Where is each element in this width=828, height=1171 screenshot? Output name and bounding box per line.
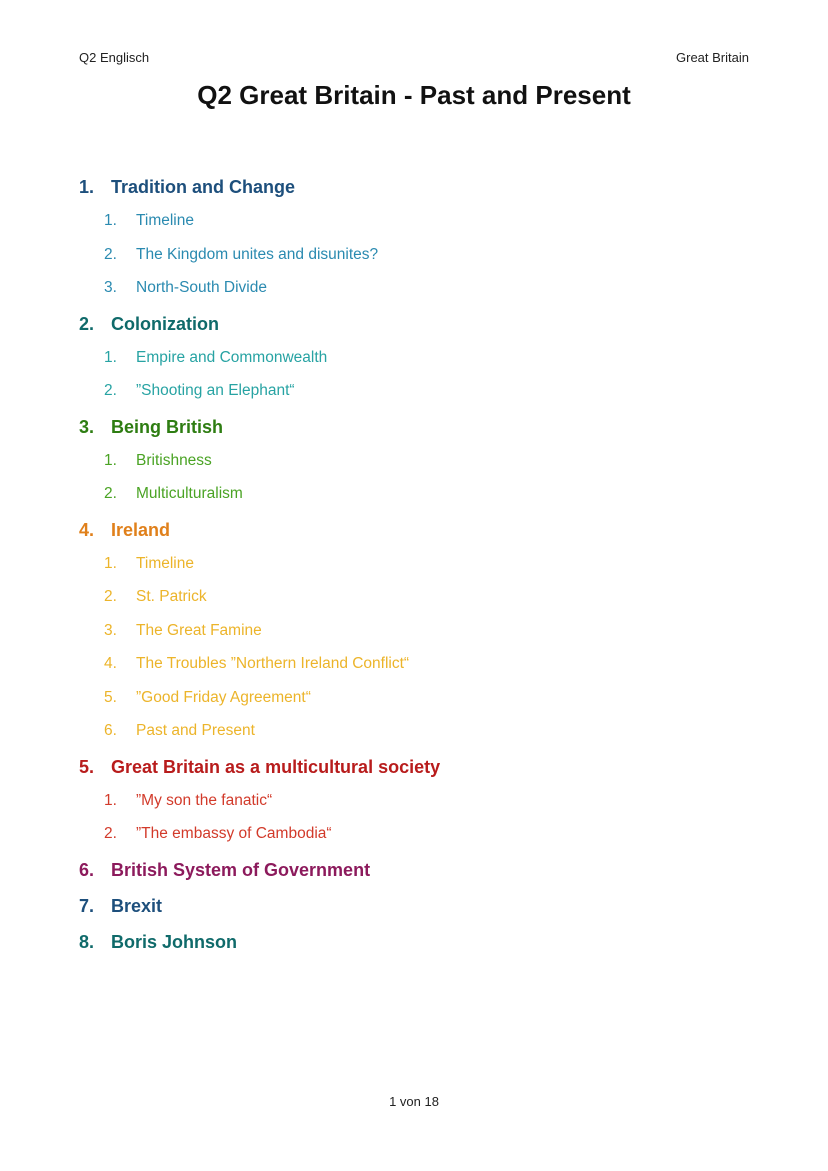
toc-subitem[interactable] xyxy=(104,210,749,244)
section-number: 8. xyxy=(79,931,95,952)
section-title: Brexit xyxy=(111,895,163,916)
subitem-title: St. Patrick xyxy=(136,588,207,605)
subitem-number: 1. xyxy=(104,348,117,366)
subitem-title: Multiculturalism xyxy=(136,485,243,502)
toc-subitem[interactable] xyxy=(104,620,749,654)
toc-section-heading[interactable] xyxy=(79,857,749,893)
toc-subitems xyxy=(104,210,749,311)
toc-section xyxy=(79,517,749,754)
toc-subitem[interactable] xyxy=(104,380,749,414)
toc-section xyxy=(79,929,749,965)
subitem-title: The Troubles ”Northern Ireland Conflict“ xyxy=(136,655,410,672)
toc-subitem[interactable] xyxy=(104,347,749,381)
toc-subitem[interactable] xyxy=(104,790,749,824)
section-number: 2. xyxy=(79,313,95,334)
toc-section-heading[interactable] xyxy=(79,929,749,965)
section-title: Being British xyxy=(111,416,224,437)
subitem-number: 1. xyxy=(104,554,117,572)
subitem-number: 3. xyxy=(104,279,117,296)
subitem-title: Empire and Commonwealth xyxy=(136,348,328,366)
toc-subitem[interactable] xyxy=(104,586,749,620)
toc-section xyxy=(79,754,749,857)
toc-subitems xyxy=(104,347,749,414)
toc-section-heading[interactable] xyxy=(79,414,749,450)
subitem-title: ”The embassy of Cambodia“ xyxy=(136,825,332,842)
toc-section-heading[interactable] xyxy=(79,174,749,210)
page-title: Q2 Great Britain - Past and Present xyxy=(197,80,631,110)
toc-subitem[interactable] xyxy=(104,277,749,311)
toc-subitem[interactable] xyxy=(104,687,749,721)
subitem-number: 1. xyxy=(104,791,117,809)
subitem-title: The Great Famine xyxy=(136,621,262,639)
toc-subitems xyxy=(104,790,749,857)
section-number: 7. xyxy=(79,895,95,916)
subitem-number: 5. xyxy=(104,688,117,706)
toc-subitems xyxy=(104,450,749,517)
subitem-number: 3. xyxy=(104,621,117,639)
section-title: Colonization xyxy=(111,313,219,334)
toc-subitem[interactable] xyxy=(104,244,749,278)
subitem-number: 1. xyxy=(104,451,117,469)
subitem-number: 4. xyxy=(104,655,117,672)
toc-section-heading[interactable] xyxy=(79,311,749,347)
table-of-contents xyxy=(79,174,749,965)
subitem-number: 2. xyxy=(104,245,117,263)
subitem-number: 2. xyxy=(104,825,117,842)
section-number: 4. xyxy=(79,519,95,540)
section-title: Great Britain as a multicultural society xyxy=(111,756,441,777)
toc-section xyxy=(79,857,749,893)
toc-subitems xyxy=(104,553,749,754)
section-number: 1. xyxy=(79,177,95,197)
section-title: Boris Johnson xyxy=(111,931,238,952)
toc-subitem[interactable] xyxy=(104,720,749,754)
subitem-title: ”Shooting an Elephant“ xyxy=(136,382,295,399)
toc-section-heading[interactable] xyxy=(79,754,749,790)
page-number: 1 von 18 xyxy=(389,1094,439,1109)
toc-section-heading[interactable] xyxy=(79,517,749,553)
subitem-title: Britishness xyxy=(136,451,212,469)
subitem-number: 2. xyxy=(104,485,117,502)
subitem-number: 2. xyxy=(104,588,117,605)
subitem-title: ”My son the fanatic“ xyxy=(136,791,273,809)
subitem-number: 2. xyxy=(104,382,117,399)
section-number: 3. xyxy=(79,416,95,437)
header-left-text: Q2 Englisch xyxy=(79,50,150,65)
toc-section xyxy=(79,414,749,517)
section-title: Ireland xyxy=(111,519,171,540)
section-number: 6. xyxy=(79,859,95,880)
subitem-title: North-South Divide xyxy=(136,279,267,296)
section-title: Tradition and Change xyxy=(111,177,296,197)
subitem-title: Past and Present xyxy=(136,722,255,739)
toc-subitem[interactable] xyxy=(104,450,749,484)
toc-subitem[interactable] xyxy=(104,653,749,687)
subitem-title: Timeline xyxy=(136,554,194,572)
toc-subitem[interactable] xyxy=(104,483,749,517)
section-title: British System of Government xyxy=(111,859,371,880)
subitem-title: The Kingdom unites and disunites? xyxy=(136,245,379,263)
header-right-text: Great Britain xyxy=(676,50,749,65)
subitem-number: 6. xyxy=(104,722,117,739)
toc-subitem[interactable] xyxy=(104,823,749,857)
toc-section xyxy=(79,311,749,414)
subitem-number: 1. xyxy=(104,212,117,229)
toc-section xyxy=(79,893,749,929)
subitem-title: Timeline xyxy=(136,212,194,229)
subitem-title: ”Good Friday Agreement“ xyxy=(136,688,311,706)
toc-section-heading[interactable] xyxy=(79,893,749,929)
toc-section xyxy=(79,174,749,311)
section-number: 5. xyxy=(79,756,95,777)
toc-subitem[interactable] xyxy=(104,553,749,587)
